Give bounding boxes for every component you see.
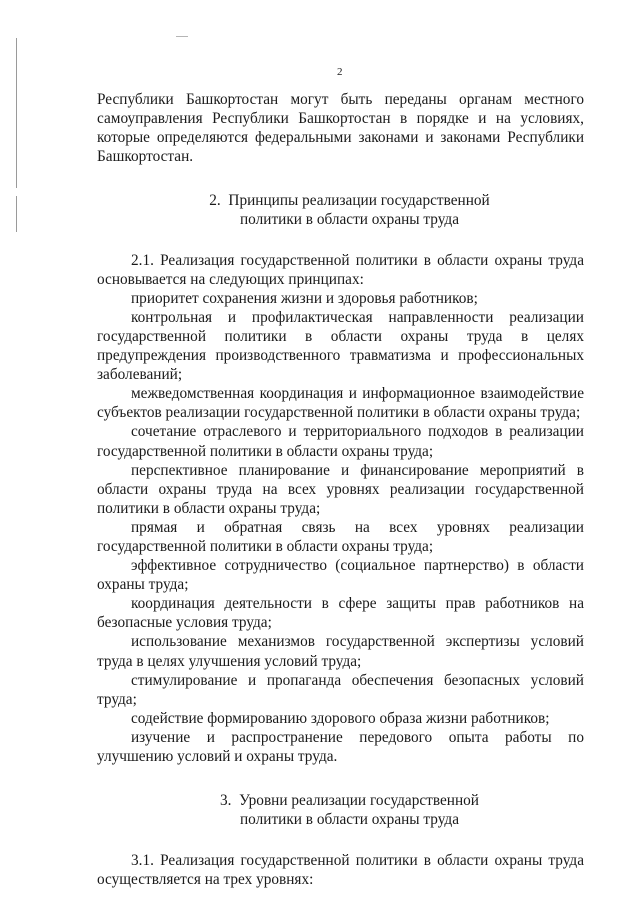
- section-3-number: 3.: [220, 792, 232, 810]
- section-3-heading-line1: [115, 791, 584, 810]
- section-3-heading: [97, 791, 584, 829]
- principle-item: перспективное планирование и финансирование мероприятий в области охраны труда на всех уровнях реализации государственной политики в области охраны труда;: [97, 461, 584, 517]
- page-number: 2: [337, 66, 343, 78]
- document-body: [97, 90, 584, 889]
- principle-item: координация деятельности в сфере защиты прав работников на безопасные условия труда;: [97, 595, 584, 632]
- section-2-title-line2: политики в области охраны труда: [240, 211, 459, 229]
- principle-item: сочетание отраслевого и территориального подходов в реализации государственной политики в области охраны труда;: [97, 423, 584, 460]
- scan-margin-line: [16, 38, 17, 188]
- scan-margin-line: [16, 196, 17, 232]
- principle-item: эффективное сотрудничество (социальное партнерство) в области охраны труда;: [97, 557, 584, 594]
- principle-item: использование механизмов государственной экспертизы условий труда в целях улучшения условий труда;: [97, 633, 584, 670]
- principle-item: стимулирование и пропаганда обеспечения безопасных условий труда;: [97, 671, 584, 708]
- principle-item: содействие формированию здорового образа жизни работников;: [131, 709, 550, 727]
- section-2-lead: 2.1. Реализация государственной политики в области охраны труда основывается на следующих принципах:: [97, 251, 584, 288]
- principle-item: межведомственная координация и информационное взаимодействие субъектов реализации государственной политики в области охраны труда;: [97, 385, 584, 422]
- principle-item: приоритет сохранения жизни и здоровья работников;: [131, 289, 478, 307]
- section-2-title-line1: Принципы реализации государственной: [228, 192, 490, 210]
- section-2-number: 2.: [209, 192, 221, 210]
- section-2-heading-line1: [115, 191, 584, 210]
- principle-item: контрольная и профилактическая направленности реализации государственной политики в области охраны труда в целях предупреждения производственного травматизма и профессиональных заболеваний;: [97, 308, 584, 384]
- principle-item: прямая и обратная связь на всех уровнях реализации государственной политики в области охраны труда;: [97, 518, 584, 555]
- section-2-heading: [97, 191, 584, 229]
- section-3-title-line2: политики в области охраны труда: [240, 811, 459, 829]
- intro-paragraph: Республики Башкортостан могут быть переданы органам местного самоуправления Республики Башкортостан в порядке и на условиях, которые определяются федеральными законами и законами Республики Башкортостан.: [97, 91, 584, 166]
- section-3-title-line1: Уровни реализации государственной: [239, 792, 479, 810]
- scan-mark: [176, 36, 188, 37]
- principle-item: изучение и распространение передового опыта работы по улучшению условий и охраны труда.: [97, 728, 584, 765]
- section-3-lead: 3.1. Реализация государственной политики в области охраны труда осуществляется на трех уровнях:: [97, 852, 584, 889]
